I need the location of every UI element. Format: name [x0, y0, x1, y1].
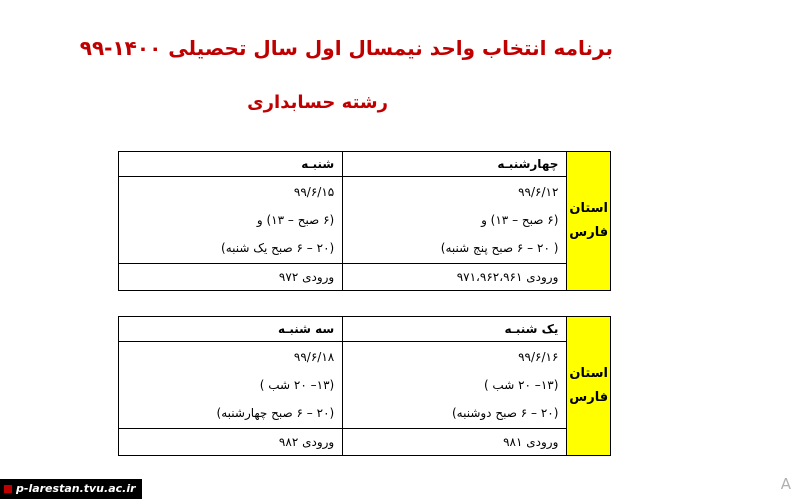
day-time-1: (۶ صبح – ۱۳) و: [481, 213, 559, 227]
region-cell: [567, 317, 611, 456]
day-details: [119, 342, 343, 429]
corner-mark: A: [780, 475, 791, 493]
day-time-2: (۲۰ – ۶ صبح دوشنبه): [451, 406, 559, 420]
footer-url[interactable]: p-larestan.tvu.ac.ir: [16, 482, 136, 495]
day-time-2: ( ۲۰ – ۶ صبح پنج شنبه): [440, 241, 559, 255]
day-time-2: (۲۰ – ۶ صبح یک شنبه): [221, 241, 335, 255]
day-details: [119, 177, 343, 264]
page-title: برنامه انتخاب واحد نیمسال اول سال تحصیلی ۱۴۰۰-۹۹: [79, 36, 613, 60]
entry-cell: ورودی ۹۸۱: [343, 429, 567, 456]
day-header: یک شنبـه: [343, 317, 567, 342]
day-header: شنبـه: [119, 152, 343, 177]
entry-cell: ورودی ۹۷۲: [119, 264, 343, 291]
day-time-2: (۲۰ – ۶ صبح چهارشنبه): [216, 406, 335, 420]
region-label: استان: [569, 201, 608, 216]
day-header: سه شنبـه: [119, 317, 343, 342]
day-date: ۹۹/۶/۱۵: [293, 185, 335, 199]
entry-cell: ورودی ۹۸۲: [119, 429, 343, 456]
day-time-1: (۱۳– ۲۰ شب ): [259, 378, 335, 392]
day-time-1: (۶ صبح – ۱۳) و: [256, 213, 335, 227]
day-date: ۹۹/۶/۱۶: [518, 350, 559, 364]
day-date: ۹۹/۶/۱۸: [293, 350, 335, 364]
region-cell: [567, 152, 611, 291]
day-details: [343, 342, 567, 429]
day-details: [343, 177, 567, 264]
entry-cell: ورودی ۹۷۱،۹۶۲،۹۶۱: [343, 264, 567, 291]
page-subtitle: رشته حسابداری: [247, 92, 388, 113]
schedule-table-1: [118, 151, 611, 291]
bullet-icon: [4, 485, 12, 493]
schedule-table-2: [118, 316, 611, 456]
region-label: فارس: [569, 225, 609, 240]
day-date: ۹۹/۶/۱۲: [518, 185, 559, 199]
day-time-1: (۱۳– ۲۰ شب ): [483, 378, 559, 392]
region-label: فارس: [569, 390, 609, 405]
region-label: استان: [569, 366, 608, 381]
footer-url-bar[interactable]: [0, 479, 142, 499]
day-header: چهارشنبـه: [343, 152, 567, 177]
